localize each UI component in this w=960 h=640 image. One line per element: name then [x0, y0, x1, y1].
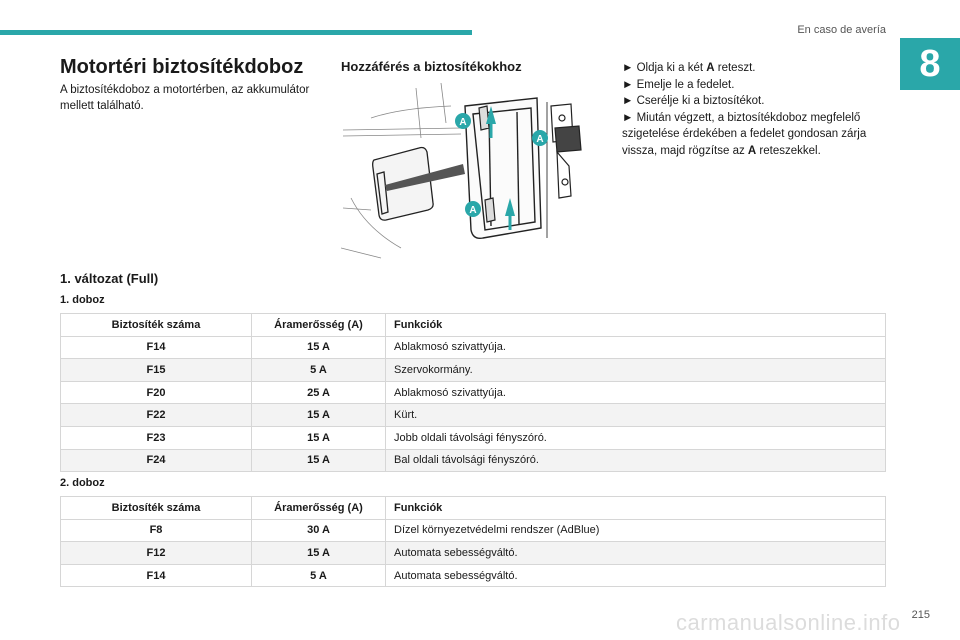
access-steps: [622, 60, 882, 159]
table-row: F23 15 A Jobb oldali távolsági fényszóró.: [61, 426, 886, 449]
column-header: Biztosíték száma: [61, 314, 252, 337]
section-intro: A biztosítékdoboz a motortérben, az akkumulátor mellett található.: [60, 84, 310, 112]
version-title: 1. változat (Full): [60, 271, 159, 286]
header-accent-bar: [0, 30, 472, 35]
column-header: Áramerősség (A): [252, 314, 386, 337]
table-row: F22 15 A Kürt.: [61, 404, 886, 427]
box1-label: 1. doboz: [60, 294, 105, 306]
table-row: F14 15 A Ablakmosó szivattyúja.: [61, 336, 886, 359]
table-row: F15 5 A Szervokormány.: [61, 359, 886, 382]
latch-detail: [549, 102, 585, 202]
table-header-row: [61, 314, 886, 337]
watermark: carmanualsonline.info: [676, 610, 901, 635]
chapter-number-badge: 8: [900, 38, 960, 90]
column-header: Funkciók: [386, 314, 886, 337]
fuse-table-box1: [60, 313, 886, 472]
fuse-table-box2: [60, 496, 886, 587]
callout-label: A: [469, 205, 477, 216]
table-row: F12 15 A Automata sebességváltó.: [61, 542, 886, 565]
step-item: ► Emelje le a fedelet.: [622, 78, 735, 91]
callout-label: A: [459, 117, 467, 128]
table-header-row: [61, 497, 886, 520]
page-number: 215: [911, 609, 930, 621]
table-row: F8 30 A Dízel környezetvédelmi rendszer (AdBlue): [61, 519, 886, 542]
column-header: Biztosíték száma: [61, 497, 252, 520]
fuse-box-illustration: [341, 78, 593, 260]
table-row: F24 15 A Bal oldali távolsági fényszóró.: [61, 449, 886, 472]
step-item: ► Cserélje ki a biztosítékot.: [622, 95, 765, 107]
table-row: F14 5 A Automata sebességváltó.: [61, 564, 886, 587]
access-title: Hozzáférés a biztosítékokhoz: [341, 59, 522, 74]
callout-label: A: [536, 134, 544, 145]
section-title: Motortéri biztosítékdoboz: [60, 56, 304, 78]
step-item: ► Miután végzett, a biztosítékdoboz megfelelő szigetelése érdekében a fedelet gondosan zárja vissza, majd rögzítse az A reteszekkel.: [622, 111, 867, 157]
table-row: F20 25 A Ablakmosó szivattyúja.: [61, 381, 886, 404]
column-header: Funkciók: [386, 497, 886, 520]
chapter-title: En caso de avería: [797, 24, 886, 36]
fuse-box-lid: [465, 98, 544, 238]
column-header: Áramerősség (A): [252, 497, 386, 520]
step-item: ► Oldja ki a két A reteszt.: [622, 62, 756, 74]
box2-label: 2. doboz: [60, 477, 105, 489]
